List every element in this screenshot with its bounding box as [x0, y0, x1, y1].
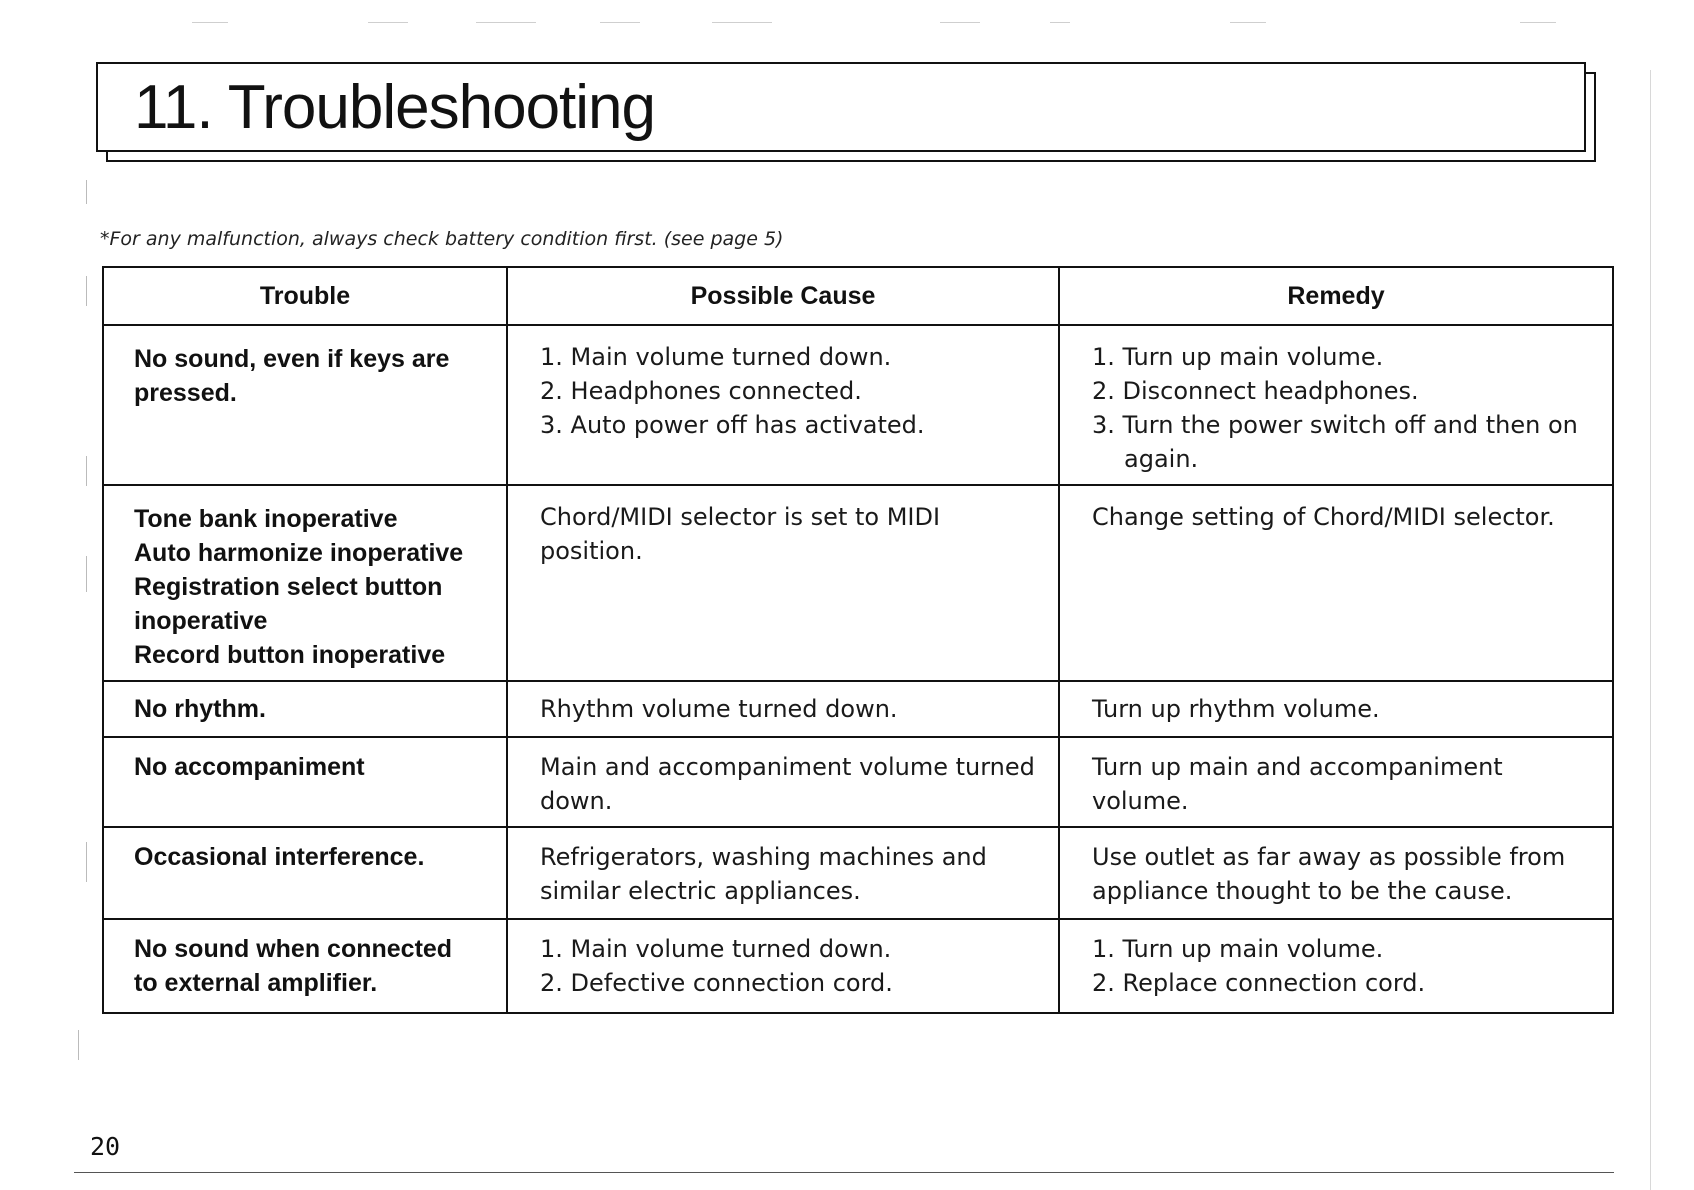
trouble-line: pressed.	[134, 379, 237, 407]
remedy-line: 1. Turn up main volume.	[1092, 343, 1384, 371]
trouble-line: No sound when connected	[134, 935, 453, 963]
scan-rule	[1520, 22, 1556, 23]
remedy-cell	[1059, 681, 1613, 737]
cause-line: 1. Main volume turned down.	[540, 935, 892, 963]
scan-rule	[192, 22, 228, 23]
remedy-line: Use outlet as far away as possible from appliance thought to be the cause.	[1092, 843, 1566, 905]
trouble-line: Registration select button	[134, 573, 443, 601]
scan-rule	[940, 22, 980, 23]
margin-mark	[86, 180, 87, 204]
margin-mark	[86, 842, 87, 882]
battery-note: *For any malfunction, always check battery condition first. (see page 5)	[100, 228, 784, 250]
remedy-line: 2. Disconnect headphones.	[1092, 377, 1419, 405]
cause-cell	[507, 325, 1059, 485]
trouble-cell	[103, 485, 507, 681]
trouble-line: No sound, even if keys are	[134, 345, 450, 373]
scan-rule	[600, 22, 640, 23]
header-trouble: Trouble	[103, 267, 507, 325]
remedy-cell	[1059, 827, 1613, 919]
trouble-cell	[103, 919, 507, 1013]
table-row	[103, 919, 1613, 1013]
table-row	[103, 737, 1613, 827]
margin-mark	[1650, 70, 1651, 1190]
table-row	[103, 485, 1613, 681]
table-row	[103, 681, 1613, 737]
troubleshooting-table	[102, 266, 1614, 1014]
trouble-cell	[103, 737, 507, 827]
trouble-cell	[103, 827, 507, 919]
cause-cell	[507, 827, 1059, 919]
remedy-line: Turn up main and accompaniment volume.	[1092, 753, 1503, 815]
remedy-line: 1. Turn up main volume.	[1092, 935, 1384, 963]
cause-cell	[507, 681, 1059, 737]
scan-rule	[1050, 22, 1070, 23]
trouble-line: Record button inoperative	[134, 641, 446, 669]
trouble-line: Auto harmonize inoperative	[134, 539, 464, 567]
page-number: 20	[90, 1132, 121, 1161]
scan-rule	[476, 22, 536, 23]
cause-line: 3. Auto power off has activated.	[540, 411, 925, 439]
cause-line: 2. Headphones connected.	[540, 377, 862, 405]
trouble-line: inoperative	[134, 607, 268, 635]
trouble-cell	[103, 325, 507, 485]
remedy-line: Turn up rhythm volume.	[1092, 695, 1380, 723]
margin-mark	[86, 276, 87, 306]
scan-rule	[712, 22, 772, 23]
scan-rule	[1230, 22, 1266, 23]
page-title: 11. Troubleshooting	[134, 73, 656, 142]
remedy-line: 3. Turn the power switch off and then on again.	[1092, 411, 1578, 473]
margin-mark	[86, 556, 87, 592]
cause-cell	[507, 485, 1059, 681]
remedy-line: Change setting of Chord/MIDI selector.	[1092, 503, 1555, 531]
cause-cell	[507, 737, 1059, 827]
cause-line: Chord/MIDI selector is set to MIDI position.	[540, 503, 941, 565]
trouble-cell	[103, 681, 507, 737]
cause-line: Refrigerators, washing machines and similar electric appliances.	[540, 843, 987, 905]
trouble-line: Tone bank inoperative	[134, 505, 398, 533]
table-row	[103, 827, 1613, 919]
cause-cell	[507, 919, 1059, 1013]
cause-line: Main and accompaniment volume turned down.	[540, 753, 1035, 815]
remedy-cell	[1059, 737, 1613, 827]
header-possible-cause: Possible Cause	[507, 267, 1059, 325]
cause-line: Rhythm volume turned down.	[540, 695, 898, 723]
scan-rule	[368, 22, 408, 23]
trouble-line: No rhythm.	[134, 695, 266, 723]
bottom-rule	[74, 1172, 1614, 1173]
remedy-cell	[1059, 919, 1613, 1013]
trouble-line: Occasional interference.	[134, 843, 425, 871]
cause-line: 1. Main volume turned down.	[540, 343, 892, 371]
remedy-line: 2. Replace connection cord.	[1092, 969, 1426, 997]
trouble-line: to external amplifier.	[134, 969, 378, 997]
margin-mark	[86, 456, 87, 486]
margin-mark	[78, 1030, 79, 1060]
cause-line: 2. Defective connection cord.	[540, 969, 893, 997]
header-remedy: Remedy	[1059, 267, 1613, 325]
remedy-cell	[1059, 325, 1613, 485]
remedy-cell	[1059, 485, 1613, 681]
table-row	[103, 325, 1613, 485]
table-header-row	[103, 267, 1613, 325]
trouble-line: No accompaniment	[134, 753, 365, 781]
